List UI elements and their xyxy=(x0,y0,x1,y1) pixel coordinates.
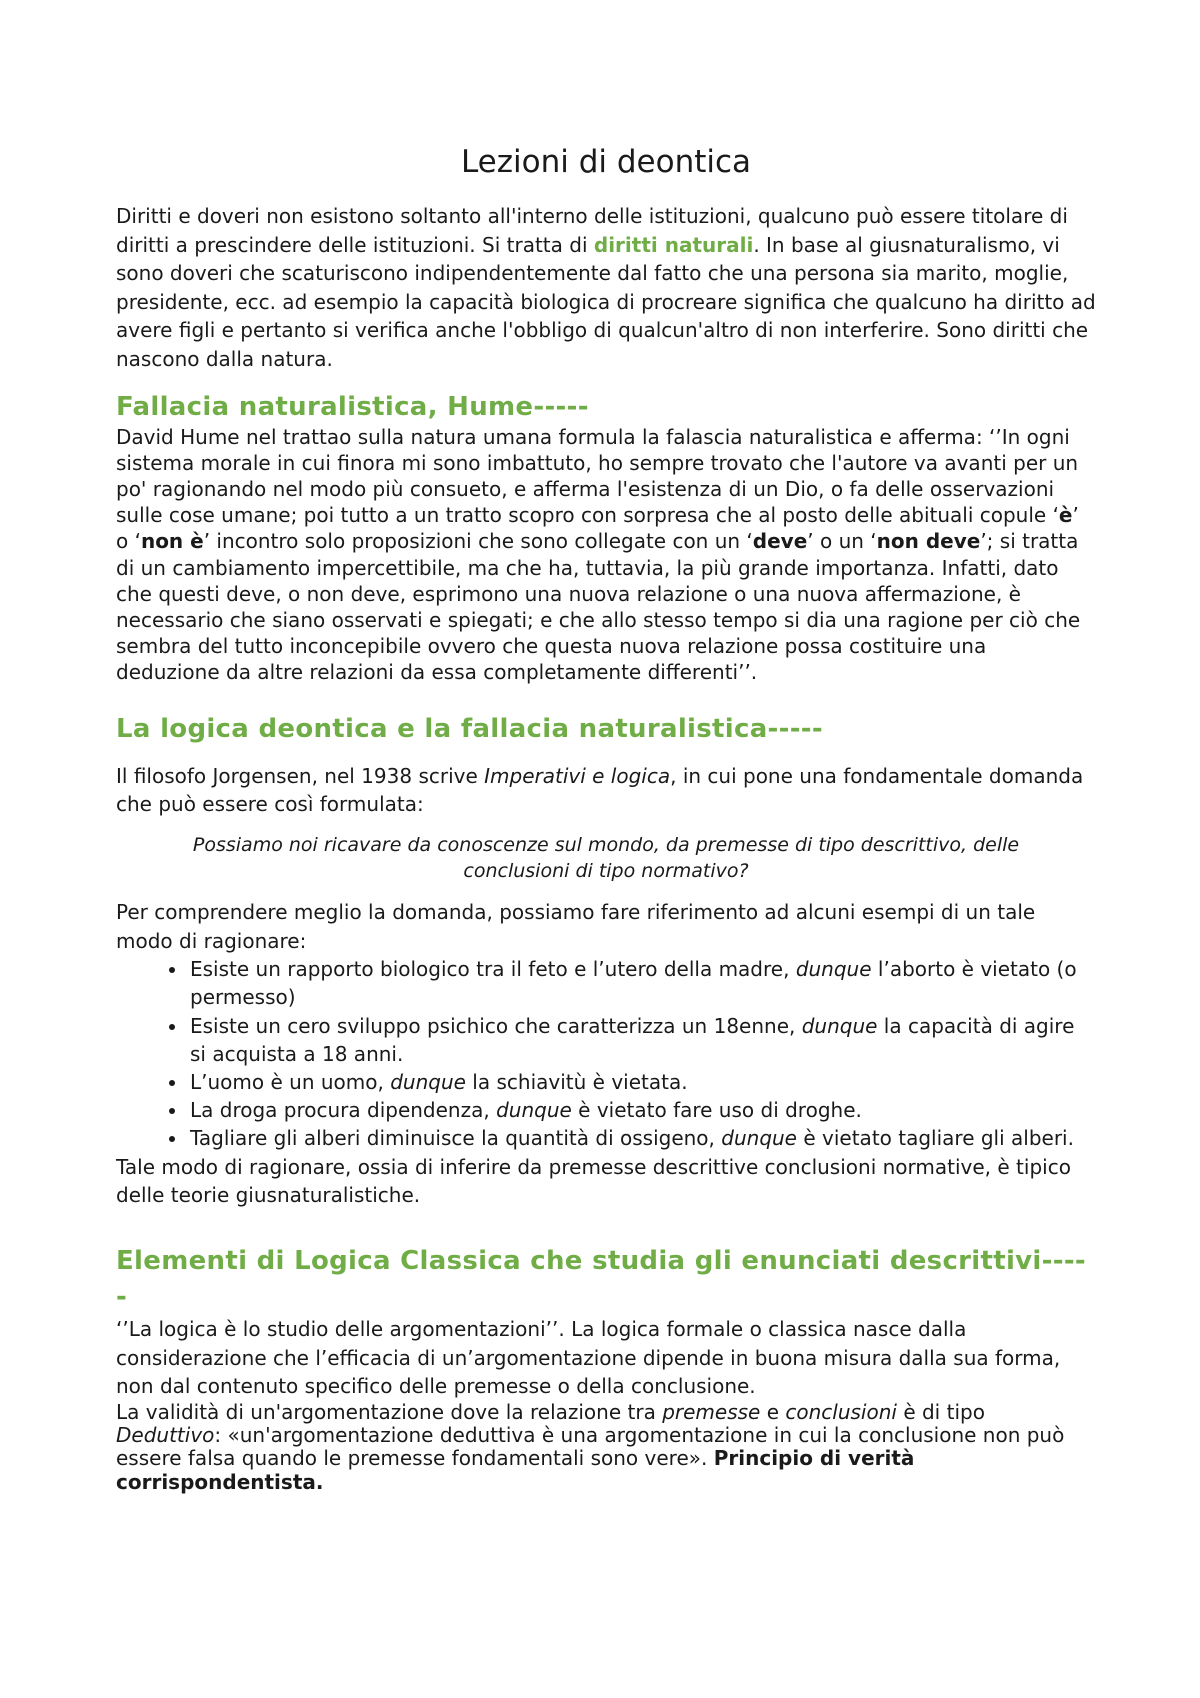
intro-text-end: . In base al giusnaturalismo, vi sono doveri che scaturiscono indipendentemente dal fatto che una persona sia marito, moglie, presidente, ecc. ad esempio la capacità biologica di procreare significa che qualcuno ha diritto ad avere figli e pertanto si verifica anche l'obbligo di qualcun'altro di non interferire. Sono diritti che nascono dalla natura. xyxy=(116,232,1096,371)
item-text-end: l’aborto è vietato (o permesso) xyxy=(190,957,1077,1010)
validita-text: e xyxy=(760,1399,786,1424)
intro-text: Diritti e doveri non esistono soltanto all'interno delle istituzioni, qualcuno può essere titolare di diritti a prescindere delle istituzioni. Si tratta di xyxy=(116,204,1068,257)
jorgensen-paragraph xyxy=(116,762,1096,819)
item-text: Esiste un cero sviluppo psichico che caratterizza un 18enne, xyxy=(190,1013,802,1038)
document-body xyxy=(116,140,1096,1494)
hume-text: ’; si tratta di un cambiamento impercettibile, ma che ha, tuttavia, la più grande importanza. Infatti, dato che questi deve, o non deve, esprimono una nuova relazione o una nuova affermazione, è necessario che siano osservati e spiegati; e che allo stesso tempo si dia una ragione per ciò che sembra del tutto inconcepibile ovvero che questa nuova relazione possa costituire una deduzione da altre relazioni da essa completamente differenti’’. xyxy=(116,529,1081,685)
list-item xyxy=(188,1068,1096,1096)
bold-principio: Principio di verità corrispondentista. xyxy=(116,1446,915,1494)
examples-list xyxy=(116,955,1096,1152)
hume-text: ’ o ‘ xyxy=(116,503,1079,554)
hume-bold-e: è xyxy=(1058,503,1073,528)
logica-definition-paragraph: ‘’La logica è lo studio delle argomentazioni’’. La logica formale o classica nasce dalla considerazione che l’efficacia di un’argomentazione dipende in buona misura dalla sua forma, non dal contenuto specifico delle premesse o della conclusione. xyxy=(116,1317,1061,1399)
item-text: L’uomo è un uomo, xyxy=(190,1070,391,1095)
jorgensen-text: Il filosofo Jorgensen, nel 1938 scrive xyxy=(116,763,485,788)
italic-premesse: premesse xyxy=(662,1399,761,1424)
hume-text: ’ incontro solo proposizioni che sono collegate con un ‘ xyxy=(203,529,753,554)
hume-bold-non-deve: non deve xyxy=(876,529,981,554)
item-text-end: è vietato fare uso di droghe. xyxy=(571,1098,862,1123)
item-text-end: la schiavitù è vietata. xyxy=(465,1070,688,1095)
hume-bold-non-e: non è xyxy=(140,529,204,554)
item-text: La droga procura dipendenza, xyxy=(190,1098,497,1123)
item-italic: dunque xyxy=(795,957,872,982)
item-text: Esiste un rapporto biologico tra il feto e l’utero della madre, xyxy=(190,957,796,982)
validita-text: La validità di un'argomentazione dove la relazione tra xyxy=(116,1399,663,1424)
hume-text: David Hume nel trattao sulla natura umana formula la falascia naturalistica e afferma: ‘’In ogni sistema morale in cui finora mi sono imbattuto, ho sempre trovato che l'autore va avanti per un po' ragionando nel modo più consueto, e afferma l'esistenza di un Dio, o fa delle osservazioni sulle cose umane; poi tutto a un tratto scopro con sorpresa che al posto delle abituali copule ‘ xyxy=(116,424,1079,528)
intro-paragraph xyxy=(116,202,1096,374)
list-item xyxy=(188,1124,1096,1152)
validita-text: è di tipo xyxy=(896,1399,985,1424)
heading-fallacia-hume: Fallacia naturalistica, Hume----- xyxy=(116,391,589,422)
conclusion-paragraph: Tale modo di ragionare, ossia di inferire da premesse descrittive conclusioni normative, è tipico delle teorie giusnaturalistiche. xyxy=(116,1154,1071,1208)
jorgensen-text-end: , in cui pone una fondamentale domanda che può essere così formulata: xyxy=(116,763,1084,816)
italic-deduttivo: Deduttivo xyxy=(116,1423,215,1448)
list-item xyxy=(188,955,1096,1011)
list-item xyxy=(188,1096,1096,1124)
list-item xyxy=(188,1012,1096,1068)
item-italic: dunque xyxy=(721,1126,797,1151)
item-italic: dunque xyxy=(390,1070,466,1095)
highlight-diritti-naturali: diritti naturali xyxy=(593,232,754,257)
validita-text: : «un'argomentazione deduttiva è una argomentazione in cui la conclusione non può essere falsa quando le premesse fondamentali sono vere». xyxy=(116,1423,1065,1471)
italic-conclusioni: conclusioni xyxy=(785,1399,897,1424)
question-quote: Possiamo noi ricavare da conoscenze sul mondo, da premesse di tipo descrittivo, delle conclusioni di tipo normativo? xyxy=(192,834,1020,883)
hume-text: ’ o un ‘ xyxy=(807,529,877,554)
item-text-end: la capacità di agire si acquista a 18 anni. xyxy=(190,1013,1075,1066)
item-italic: dunque xyxy=(801,1013,878,1038)
hume-bold-deve: deve xyxy=(752,529,808,554)
page-title: Lezioni di deontica xyxy=(460,144,752,180)
hume-quote-paragraph xyxy=(116,424,1096,686)
item-italic: dunque xyxy=(496,1098,572,1123)
book-title: Imperativi e logica xyxy=(484,763,671,788)
item-text-end: è vietato tagliare gli alberi. xyxy=(797,1126,1074,1151)
heading-logica-deontica: La logica deontica e la fallacia naturalistica----- xyxy=(116,713,823,744)
validita-paragraph xyxy=(116,1401,1096,1495)
heading-elementi-logica: Elementi di Logica Classica che studia gli enunciati descrittivi----- xyxy=(116,1246,1086,1313)
item-text: Tagliare gli alberi diminuisce la quantità di ossigeno, xyxy=(190,1126,722,1151)
examples-intro: Per comprendere meglio la domanda, possiamo fare riferimento ad alcuni esempi di un tale modo di ragionare: xyxy=(116,900,1036,953)
